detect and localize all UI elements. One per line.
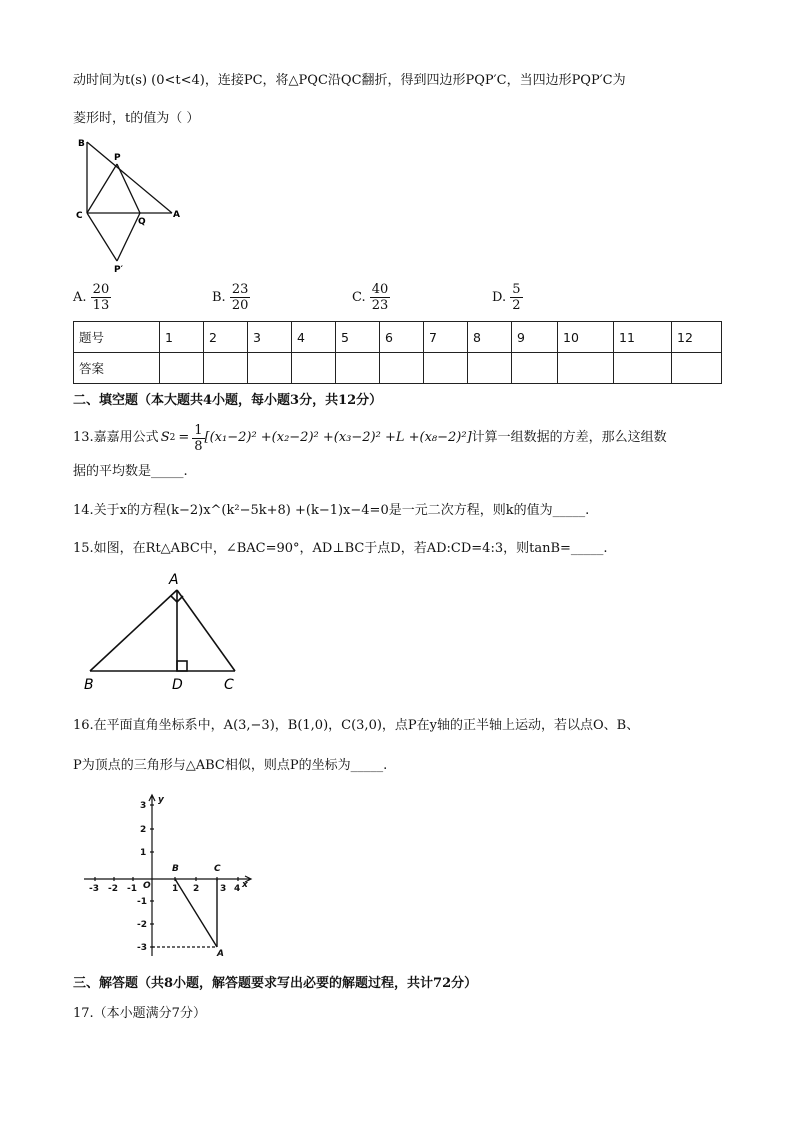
label-q: Q [138, 217, 146, 227]
q13-line2: 据的平均数是_____. [73, 464, 188, 479]
point-b-label: B [172, 864, 179, 874]
q16-graph [80, 790, 260, 960]
row-label: 题号 [74, 322, 160, 353]
q15-figure [80, 568, 245, 694]
point-c-label: C [214, 864, 221, 874]
section2-heading: 二、填空题（本大题共4小题，每小题3分，共12分） [73, 393, 383, 408]
label-p: P [114, 153, 121, 163]
origin-label: O [143, 881, 151, 891]
q17-text: 17.（本小题满分7分） [73, 1006, 206, 1021]
label-b: B [84, 677, 94, 693]
section3-heading: 三、解答题（共8小题，解答题要求写出必要的解题过程，共计72分） [73, 976, 478, 991]
svg-text:-2: -2 [137, 920, 147, 930]
label-pprime: P′ [114, 265, 123, 275]
q16-line1: 16.在平面直角坐标系中，A(3,−3)，B(1,0)，C(3,0)，点P在y轴的正半轴上运动，若以点O、B、 [73, 718, 640, 733]
label-b: B [78, 139, 85, 149]
option-d: D. $\frac{5}{2}$ [492, 282, 521, 313]
label-a: A [173, 210, 180, 220]
svg-text:-3: -3 [89, 884, 99, 894]
svg-text:-1: -1 [127, 884, 137, 894]
q12-line2: 菱形时，t的值为（ ） [73, 111, 200, 126]
answer-cell[interactable] [160, 353, 204, 384]
svg-text:-2: -2 [108, 884, 118, 894]
svg-text:1: 1 [172, 884, 179, 894]
svg-text:3: 3 [220, 884, 227, 894]
point-a-label: A [217, 949, 224, 959]
label-d: D [172, 677, 183, 693]
option-b: B. $\frac{23}{20}$ [212, 282, 249, 313]
answer-cell[interactable] [558, 353, 614, 384]
answer-cell[interactable] [292, 353, 336, 384]
svg-text:2: 2 [140, 825, 147, 835]
svg-text:4: 4 [234, 884, 241, 894]
q16-line2: P为顶点的三角形与△ABC相似，则点P的坐标为_____. [73, 758, 388, 773]
answer-cell[interactable] [672, 353, 722, 384]
svg-text:1: 1 [140, 848, 147, 858]
option-c: C. $\frac{40}{23}$ [352, 282, 389, 313]
answer-cell[interactable] [336, 353, 380, 384]
q15-text: 15.如图，在Rt△ABC中，∠BAC=90°，AD⊥BC于点D，若AD:CD=4:3，则tanB=_____. [73, 541, 608, 556]
answer-table [73, 321, 722, 384]
svg-text:-3: -3 [137, 943, 147, 953]
answer-cell[interactable] [380, 353, 424, 384]
label-a: A [169, 572, 179, 588]
answer-cell[interactable] [424, 353, 468, 384]
label-c: C [224, 677, 234, 693]
q14-text: 14.关于x的方程(k−2)x^(k²−5k+8) +(k−1)x−4=0是一元二次方程，则k的值为_____. [73, 503, 590, 518]
table-row: 题号 1 2 3 4 5 6 7 8 9 10 11 12 [74, 322, 722, 353]
answer-cell[interactable] [204, 353, 248, 384]
label-c: C [76, 211, 83, 221]
answer-cell[interactable] [512, 353, 558, 384]
answer-cell[interactable] [614, 353, 672, 384]
table-row [74, 353, 722, 384]
row-label: 答案 [74, 353, 160, 384]
q13-line1: 13.嘉嘉用公式 S 2 = $\frac{1}{8}$ [(x₁−2)² +(x₂−2)² +(x₃−2)² +L +(x₈−2)²] 计算一组数据的方差，那么这组数 [73, 422, 667, 454]
svg-text:3: 3 [140, 801, 147, 811]
x-axis-label: x [242, 880, 248, 890]
q12-figure [72, 134, 187, 276]
answer-cell[interactable] [468, 353, 512, 384]
svg-text:2: 2 [193, 884, 200, 894]
q12-line1: 动时间为t(s) (0<t<4)，连接PC，将△PQC沿QC翻折，得到四边形PQP′C，当四边形PQP′C为 [73, 73, 626, 88]
answer-cell[interactable] [248, 353, 292, 384]
option-a: A. $\frac{20}{13}$ [73, 282, 110, 313]
y-axis-label: y [158, 795, 164, 805]
svg-text:-1: -1 [137, 897, 147, 907]
